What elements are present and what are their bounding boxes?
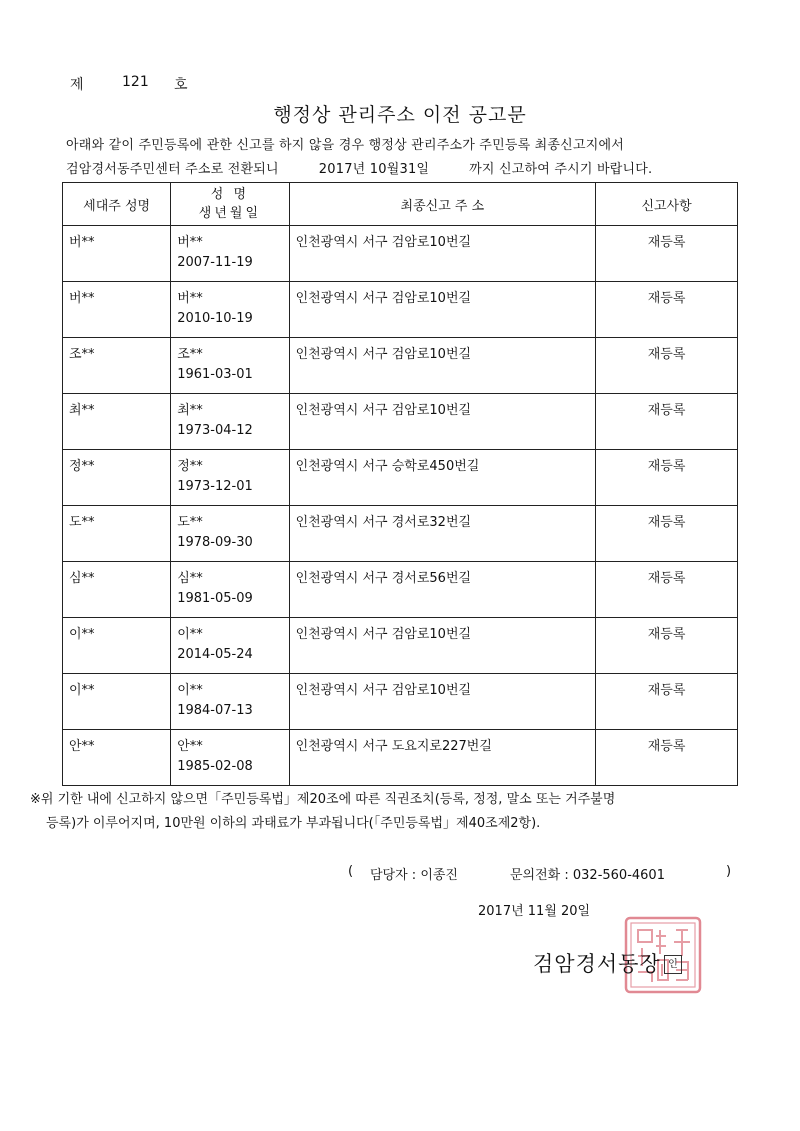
cell-householder — [63, 450, 171, 506]
deadline-date: 2017년 10월31일 — [318, 162, 430, 177]
cell-name-text: 최** — [177, 403, 203, 418]
document-number-suffix: 호 — [174, 77, 188, 93]
cell-address-text: 인천광역시 서구 검암로10번길 — [295, 683, 472, 698]
cell-name-text: 이** — [177, 683, 203, 698]
cell-name-birth — [171, 618, 289, 674]
cell-name-text: 정** — [177, 459, 203, 474]
cell-address-text: 인천광역시 서구 경서로32번길 — [295, 515, 472, 530]
header-report: 신고사항 — [596, 183, 738, 226]
cell-householder-text: 심** — [69, 571, 95, 586]
cell-name-birth — [171, 674, 289, 730]
cell-householder-text: 최** — [69, 403, 95, 418]
table-row — [63, 562, 738, 618]
cell-householder — [63, 226, 171, 282]
cell-address-text: 인천광역시 서구 승학로450번길 — [295, 459, 480, 474]
cell-birth-text: 2014-05-24 — [177, 647, 253, 662]
cell-name-text: 버** — [177, 291, 203, 306]
cell-address — [289, 562, 596, 618]
cell-birth-text: 1985-02-08 — [177, 759, 253, 774]
cell-report — [596, 450, 738, 506]
cell-address — [289, 394, 596, 450]
cell-address-text: 인천광역시 서구 경서로56번길 — [295, 571, 472, 586]
legal-notice-line-1: ※위 기한 내에 신고하지 않으면「주민등록법」제20조에 따른 직권조치(등록, 정정, 말소 또는 거주불명 — [30, 792, 616, 807]
cell-report — [596, 674, 738, 730]
legal-notice-line-2: 등록)가 이루어지며, 10만원 이하의 과태료가 부과됩니다(「주민등록법」제40조제2항). — [46, 816, 541, 831]
cell-name-birth — [171, 562, 289, 618]
contact-close-paren: ) — [726, 864, 732, 879]
cell-address-text: 인천광역시 서구 검암로10번길 — [295, 627, 472, 642]
contact-phone: 문의전화 : 032-560-4601 — [510, 868, 665, 883]
cell-report-text: 재등록 — [647, 571, 686, 586]
intro-line-2-end: 까지 신고하여 주시기 바랍니다. — [469, 162, 653, 177]
cell-address — [289, 674, 596, 730]
cell-name-text: 버** — [177, 235, 203, 250]
cell-name-text: 심** — [177, 571, 203, 586]
cell-birth-text: 1984-07-13 — [177, 703, 253, 718]
cell-report — [596, 730, 738, 786]
cell-householder — [63, 562, 171, 618]
document-title: 행정상 관리주소 이전 공고문 — [273, 104, 527, 126]
table-row — [63, 730, 738, 786]
cell-birth-text: 2010-10-19 — [177, 311, 253, 326]
cell-householder — [63, 282, 171, 338]
issuer-name: 검암경서동장 — [533, 952, 661, 976]
header-householder: 세대주 성명 — [63, 183, 171, 226]
table-row — [63, 506, 738, 562]
cell-report — [596, 282, 738, 338]
cell-report-text: 재등록 — [647, 459, 686, 474]
cell-householder-text: 버** — [69, 291, 95, 306]
cell-address-text: 인천광역시 서구 검암로10번길 — [295, 291, 472, 306]
cell-householder — [63, 506, 171, 562]
header-address: 최종신고 주 소 — [289, 183, 596, 226]
cell-report — [596, 394, 738, 450]
contact-manager: 담당자 : 이종진 — [370, 868, 458, 883]
cell-birth-text: 1978-09-30 — [177, 535, 253, 550]
document-number-value: 121 — [122, 74, 149, 90]
cell-name-text: 조** — [177, 347, 203, 362]
cell-householder — [63, 338, 171, 394]
cell-birth-text: 2007-11-19 — [177, 255, 253, 270]
contact-open-paren: ( — [348, 864, 354, 879]
cell-report — [596, 618, 738, 674]
cell-householder-text: 정** — [69, 459, 95, 474]
table-row — [63, 450, 738, 506]
cell-householder-text: 안** — [69, 739, 95, 754]
cell-address-text: 인천광역시 서구 도요지로227번길 — [295, 739, 492, 754]
intro-line-2-start: 검암경서동주민센터 주소로 전환되니 — [66, 162, 279, 177]
cell-report-text: 재등록 — [647, 627, 686, 642]
cell-report-text: 재등록 — [647, 347, 686, 362]
cell-name-birth — [171, 506, 289, 562]
cell-report — [596, 226, 738, 282]
cell-birth-text: 1973-04-12 — [177, 423, 253, 438]
cell-householder-text: 조** — [69, 347, 95, 362]
cell-name-birth — [171, 394, 289, 450]
cell-householder — [63, 394, 171, 450]
table-row — [63, 674, 738, 730]
cell-householder — [63, 618, 171, 674]
cell-address — [289, 226, 596, 282]
cell-address-text: 인천광역시 서구 검암로10번길 — [295, 403, 472, 418]
table-row — [63, 618, 738, 674]
cell-address — [289, 618, 596, 674]
seal-mark: 인 — [664, 955, 682, 974]
issue-date: 2017년 11월 20일 — [478, 904, 591, 919]
cell-address-text: 인천광역시 서구 검암로10번길 — [295, 235, 472, 250]
document-number-prefix: 제 — [70, 77, 84, 93]
cell-address — [289, 506, 596, 562]
cell-householder-text: 이** — [69, 683, 95, 698]
cell-report-text: 재등록 — [647, 291, 686, 306]
cell-report-text: 재등록 — [647, 515, 686, 530]
cell-name-birth — [171, 338, 289, 394]
cell-address — [289, 338, 596, 394]
intro-line-1: 아래와 같이 주민등록에 관한 신고를 하지 않을 경우 행정상 관리주소가 주민등록 최종신고지에서 — [66, 138, 624, 153]
cell-report-text: 재등록 — [647, 683, 686, 698]
table-header-row — [63, 183, 738, 226]
cell-householder-text: 버** — [69, 235, 95, 250]
cell-report-text: 재등록 — [647, 739, 686, 754]
legal-notice — [30, 788, 750, 836]
cell-name-text: 이** — [177, 627, 203, 642]
cell-report — [596, 506, 738, 562]
cell-householder — [63, 730, 171, 786]
cell-householder — [63, 674, 171, 730]
cell-report-text: 재등록 — [647, 235, 686, 250]
cell-report — [596, 562, 738, 618]
header-name-birth — [171, 183, 289, 226]
table-row — [63, 282, 738, 338]
header-birthdate: 생년월일 — [198, 206, 261, 221]
cell-address — [289, 450, 596, 506]
records-table — [62, 182, 738, 786]
cell-householder-text: 도** — [69, 515, 95, 530]
cell-birth-text: 1981-05-09 — [177, 591, 253, 606]
cell-address — [289, 282, 596, 338]
cell-name-birth — [171, 226, 289, 282]
cell-report-text: 재등록 — [647, 403, 686, 418]
intro-line-2 — [66, 158, 746, 182]
document-number — [70, 74, 188, 94]
cell-birth-text: 1961-03-01 — [177, 367, 253, 382]
cell-name-birth — [171, 282, 289, 338]
cell-name-birth — [171, 730, 289, 786]
cell-report — [596, 338, 738, 394]
header-name: 성 명 — [210, 187, 250, 202]
cell-name-birth — [171, 450, 289, 506]
cell-name-text: 도** — [177, 515, 203, 530]
cell-householder-text: 이** — [69, 627, 95, 642]
cell-name-text: 안** — [177, 739, 203, 754]
table-row — [63, 338, 738, 394]
table-row — [63, 394, 738, 450]
table-row — [63, 226, 738, 282]
cell-address-text: 인천광역시 서구 검암로10번길 — [295, 347, 472, 362]
cell-address — [289, 730, 596, 786]
cell-birth-text: 1973-12-01 — [177, 479, 253, 494]
intro-paragraph — [66, 134, 746, 182]
